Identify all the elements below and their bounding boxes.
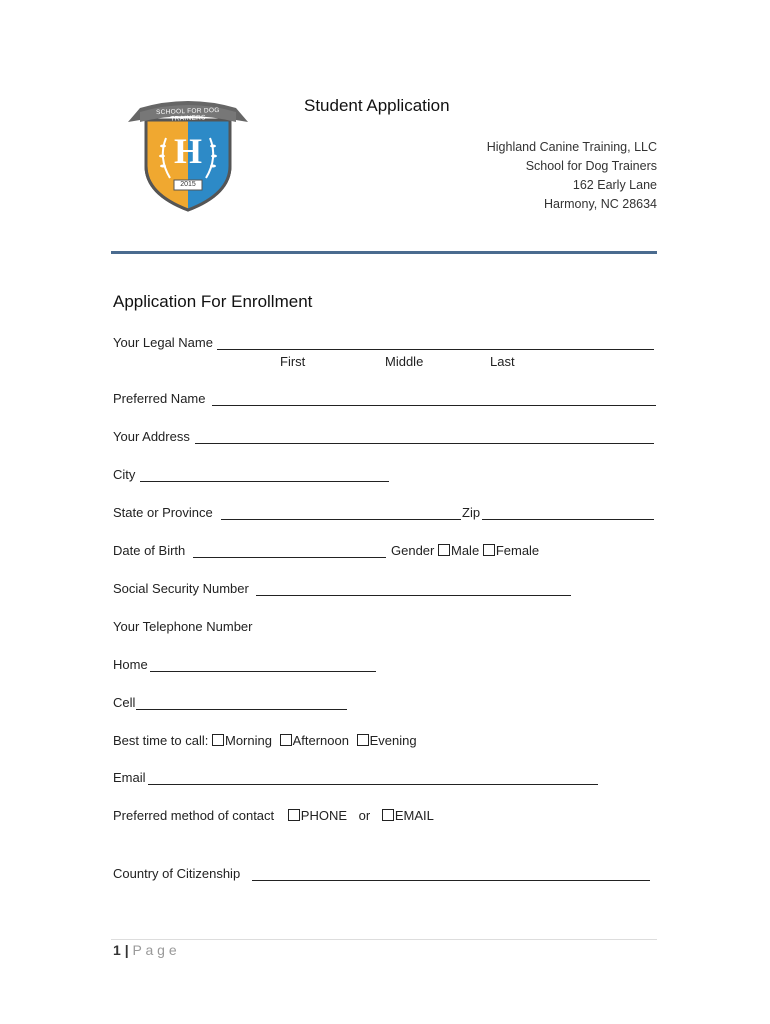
gender-group	[391, 543, 539, 558]
evening-checkbox[interactable]	[357, 734, 369, 746]
address-line: School for Dog Trainers	[525, 159, 657, 173]
preferred-name-field[interactable]	[212, 405, 656, 406]
address-line: 162 Early Lane	[572, 178, 657, 192]
male-label: Male	[451, 543, 480, 558]
afternoon-checkbox[interactable]	[280, 734, 292, 746]
header-divider	[111, 251, 657, 254]
address-block	[487, 138, 657, 214]
city-field[interactable]	[140, 481, 389, 482]
best-time-label: Best time to call:	[113, 733, 209, 748]
or-text: or	[358, 808, 371, 823]
logo-banner-text: SCHOOL FOR DOG TRAINERS	[155, 106, 220, 123]
evening-label: Evening	[369, 733, 417, 748]
zip-label: Zip	[462, 505, 481, 520]
state-field[interactable]	[221, 519, 461, 520]
preferred-contact-group	[113, 808, 434, 823]
ssn-field[interactable]	[256, 595, 571, 596]
male-checkbox[interactable]	[438, 544, 450, 556]
afternoon-label: Afternoon	[292, 733, 349, 748]
page-word: P a g e	[132, 942, 177, 958]
address-label: Your Address	[113, 429, 190, 444]
home-phone-field[interactable]	[150, 671, 376, 672]
email-field[interactable]	[148, 784, 598, 785]
morning-checkbox[interactable]	[212, 734, 224, 746]
first-caption: First	[280, 354, 306, 369]
telephone-label: Your Telephone Number	[113, 619, 253, 634]
page-footer	[113, 942, 177, 958]
home-label: Home	[113, 657, 148, 672]
footer-divider	[111, 939, 657, 940]
phone-option-label: PHONE	[300, 808, 348, 823]
cell-label: Cell	[113, 695, 136, 710]
phone-checkbox[interactable]	[288, 809, 300, 821]
logo-year: 2015	[180, 181, 196, 188]
morning-label: Morning	[225, 733, 272, 748]
best-time-group	[113, 733, 417, 748]
page-separator: |	[124, 942, 129, 958]
female-label: Female	[495, 543, 540, 558]
last-caption: Last	[490, 354, 515, 369]
female-checkbox[interactable]	[483, 544, 495, 556]
state-label: State or Province	[113, 505, 213, 520]
address-field[interactable]	[195, 443, 654, 444]
preferred-name-label: Preferred Name	[113, 391, 206, 406]
page-title: Student Application	[304, 96, 450, 115]
citizenship-label: Country of Citizenship	[113, 866, 241, 881]
gender-label: Gender	[391, 543, 435, 558]
email-option-label: EMAIL	[394, 808, 434, 823]
address-line: Highland Canine Training, LLC	[486, 140, 657, 154]
dob-field[interactable]	[193, 557, 386, 558]
citizenship-field[interactable]	[252, 880, 650, 881]
section-title: Application For Enrollment	[113, 292, 313, 311]
email-label: Email	[113, 770, 146, 785]
legal-name-label: Your Legal Name	[113, 335, 213, 350]
zip-field[interactable]	[482, 519, 654, 520]
cell-phone-field[interactable]	[136, 709, 347, 710]
address-line: Harmony, NC 28634	[543, 197, 657, 211]
logo-letter: H	[173, 131, 202, 171]
ssn-label: Social Security Number	[113, 581, 249, 596]
dob-label: Date of Birth	[113, 543, 186, 558]
email-checkbox[interactable]	[382, 809, 394, 821]
page-number: 1	[113, 942, 121, 958]
city-label: City	[113, 467, 136, 482]
school-logo	[126, 98, 250, 213]
legal-name-field[interactable]	[217, 349, 654, 350]
middle-caption: Middle	[385, 354, 424, 369]
preferred-contact-label: Preferred method of contact	[113, 808, 275, 823]
